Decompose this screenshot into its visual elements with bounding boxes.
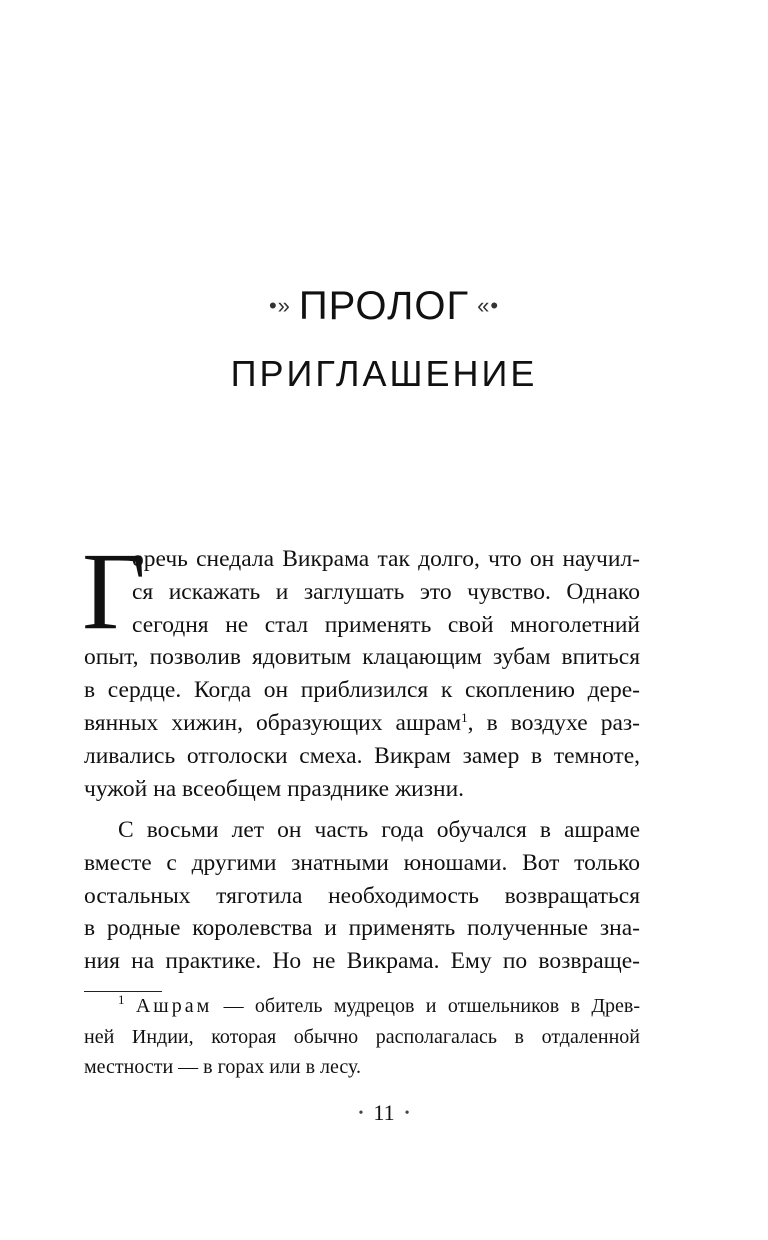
- drop-cap-letter: Г: [82, 530, 146, 652]
- chapter-title: ПРИГЛАШЕНИЕ: [230, 353, 538, 394]
- footnote: [84, 991, 640, 1083]
- paragraph-1-text: , в воздухе раз-: [467, 709, 640, 736]
- paragraph-2: [84, 814, 640, 978]
- footnote-number: 1: [118, 992, 125, 1007]
- paragraph-1-line: в сердце. Когда он приблизился к скоплению дере-: [84, 677, 640, 704]
- paragraph-1-line: сегодня не стал применять свой многолетний: [132, 611, 640, 638]
- page-number-value: 11: [373, 1100, 395, 1125]
- paragraph-2-line: остальных тяготила необходимость возвращаться: [84, 882, 640, 909]
- paragraph-1-line: ся искажать и заглушать это чувство. Однако: [132, 578, 640, 605]
- bullet-left-icon: •: [358, 1106, 364, 1121]
- page-number: [0, 1100, 768, 1126]
- chapter-label: [0, 286, 768, 326]
- footnote-reference[interactable]: 1: [461, 709, 468, 725]
- paragraph-2-line: ния на практике. Но не Викрама. Ему по возвраще-: [84, 948, 640, 975]
- chapter-label-text: ПРОЛОГ: [298, 284, 470, 328]
- footnote-line: ней Индии, которая обычно располагалась в отдаленной: [84, 1025, 640, 1048]
- paragraph-1-line: чужой на всеобщем празднике жизни.: [84, 775, 465, 802]
- footnote-text: — обитель мудрецов и отшельников в Древ-: [212, 995, 640, 1017]
- paragraph-2-line: в родные королевства и применять полученные зна-: [84, 915, 640, 942]
- bullet-right-icon: •: [404, 1106, 410, 1121]
- paragraph-2-line: С восьми лет он часть года обучался в ашраме: [118, 817, 640, 843]
- ornament-left-icon: •»: [268, 293, 291, 318]
- paragraph-2-line: вместе с другими знатными юношами. Вот только: [84, 849, 640, 876]
- paragraph-1-line: ливались отголоски смеха. Викрам замер в темноте,: [84, 742, 640, 769]
- paragraph-1-text: вянных хижин, образующих ашрам: [84, 709, 462, 736]
- paragraph-1-line: опыт, позволив ядовитым клацающим зубам впиться: [84, 644, 640, 671]
- footnote-line: [84, 991, 640, 1022]
- paragraph-1: [82, 530, 640, 805]
- paragraph-1-line: оречь снедала Викрама так долго, что он научил-: [132, 546, 640, 572]
- paragraph-1-line-with-footnote: [84, 707, 640, 740]
- ornament-right-icon: «•: [477, 293, 500, 318]
- footnote-term: Ашрам: [135, 995, 213, 1017]
- footnote-line: местности — в горах или в лесу.: [84, 1056, 361, 1078]
